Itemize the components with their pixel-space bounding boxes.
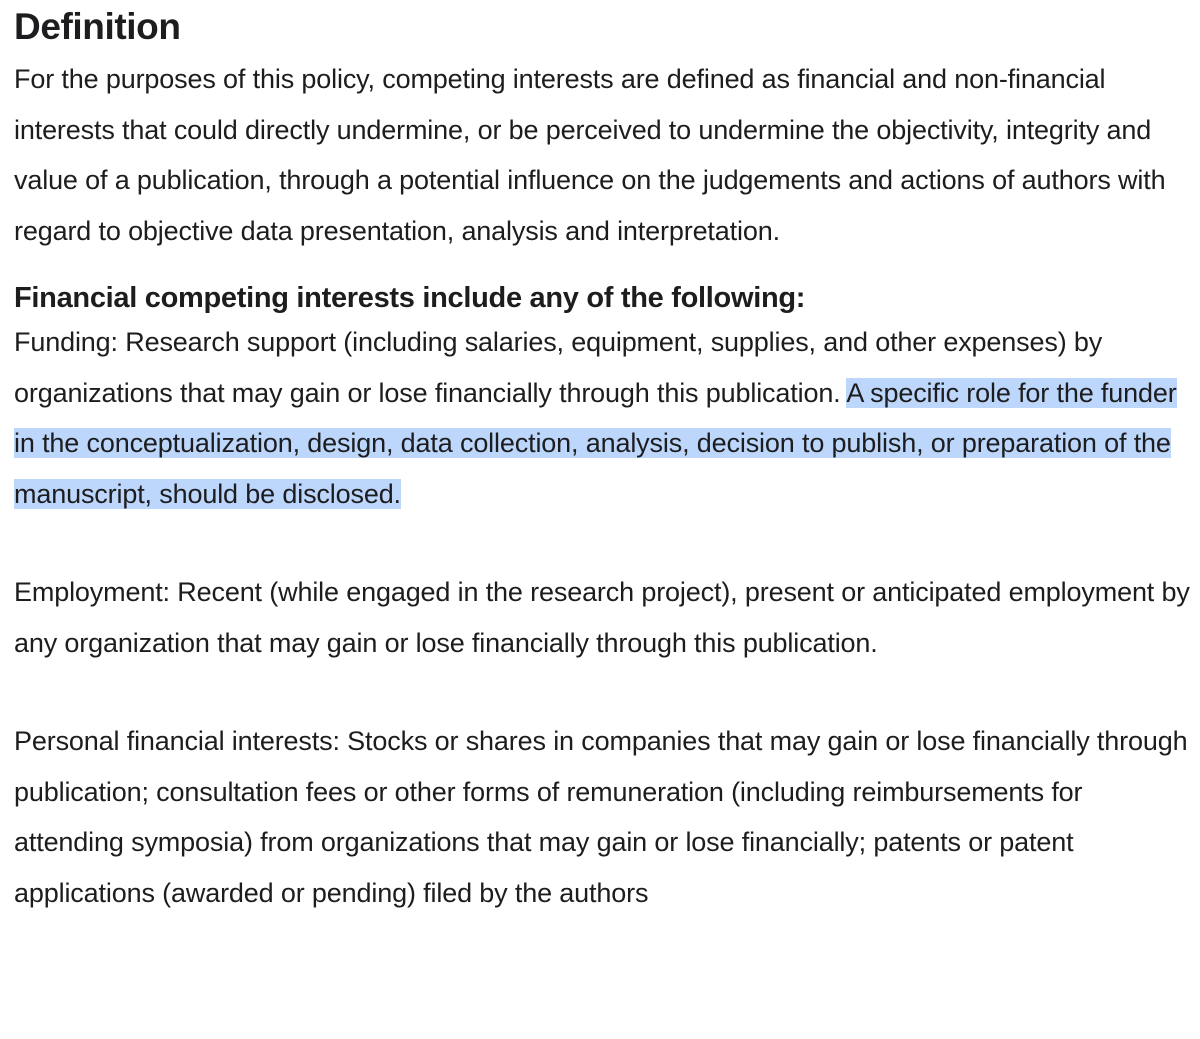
employment-paragraph[interactable]: Employment: Recent (while engaged in the research project), present or anticipated employment by any organization that may gain or lose financially through this publication.	[14, 577, 1190, 658]
personal-financial-interests-paragraph[interactable]: Personal financial interests: Stocks or shares in companies that may gain or lose financially through publication; consultation fees or other forms of remuneration (including reimbursements for attending symposia) from organizations that may gain or lose financially; patents or patent applications (awarded or pending) filed by the authors	[14, 726, 1188, 908]
financial-interests-heading: Financial competing interests include any of the following:	[14, 282, 806, 314]
document-content	[14, 0, 1194, 918]
definition-heading: Definition	[14, 6, 181, 47]
funding-paragraph[interactable]	[14, 317, 1194, 519]
selected-text-highlight[interactable]: A specific role for the funder in the conceptualization, design, data collection, analysis, decision to publish, or preparation of the manuscript, should be disclosed.	[14, 377, 1177, 509]
definition-paragraph[interactable]: For the purposes of this policy, competing interests are defined as financial and non-financial interests that could directly undermine, or be perceived to undermine the objectivity, integrity and value of a publication, through a potential influence on the judgements and actions of authors with regard to objective data presentation, analysis and interpretation.	[14, 64, 1166, 246]
funding-text: Funding: Research support (including salaries, equipment, supplies, and other expenses) by organizations that may gain or lose financially through this publication.	[14, 327, 1103, 408]
